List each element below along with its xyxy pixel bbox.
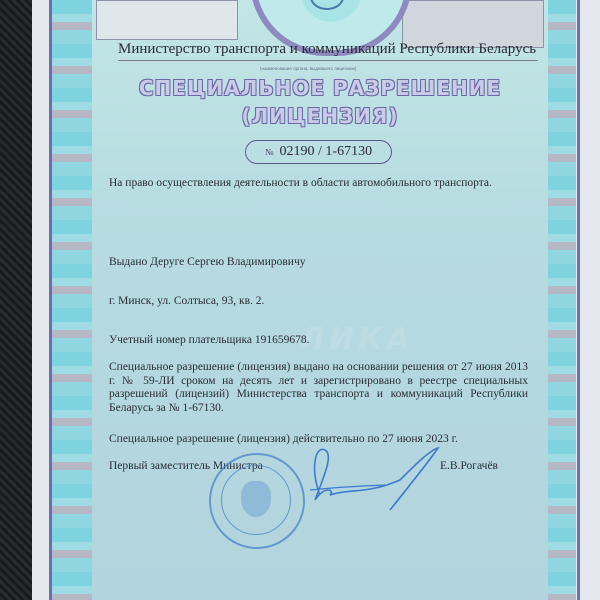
issued-to: Выдано Деруге Сергею Владимировичу <box>109 256 306 268</box>
issuer-name: Министерство транспорта и коммуникаций Республики Беларусь <box>118 41 538 61</box>
guilloche-border-left <box>52 0 94 600</box>
basis-paragraph: Специальное разрешение (лицензия) выдано на основании решения от 27 июня 2013 г. № 59-ЛИ сроком на десять лет и зарегистрировано в реестре специальных разрешений (лицензий) Министерства транспорта и коммуникаций Республики Беларусь за № 1-67130. <box>109 361 528 414</box>
guilloche-border-right <box>548 0 576 600</box>
signature-icon <box>290 440 450 530</box>
validity-statement: Специальное разрешение (лицензия) действительно по 27 июня 2023 г. <box>109 433 458 445</box>
signatory-title: Первый заместитель Министра <box>109 460 263 472</box>
address: г. Минск, ул. Солтыса, 93, кв. 2. <box>109 295 265 307</box>
watermark: ЛИКА <box>300 322 414 357</box>
taxpayer-number: Учетный номер плательщика 191659678. <box>109 334 310 346</box>
number-sign: № <box>264 147 274 157</box>
blank-box-left <box>96 0 238 40</box>
activity-scope: На право осуществления деятельности в области автомобильного транспорта. <box>109 177 492 189</box>
document-subtitle: (ЛИЦЕНЗИЯ) <box>241 104 399 128</box>
background-fabric <box>0 0 32 600</box>
signatory-name: Е.В.Рогачёв <box>440 460 498 472</box>
issuer-caption: (наименование органа, выдавшего лицензию) <box>260 66 357 71</box>
license-number-badge <box>245 140 392 164</box>
document-title: СПЕЦИАЛЬНОЕ РАЗРЕШЕНИЕ <box>138 76 502 100</box>
license-number: 02190 / 1-67130 <box>279 144 373 159</box>
